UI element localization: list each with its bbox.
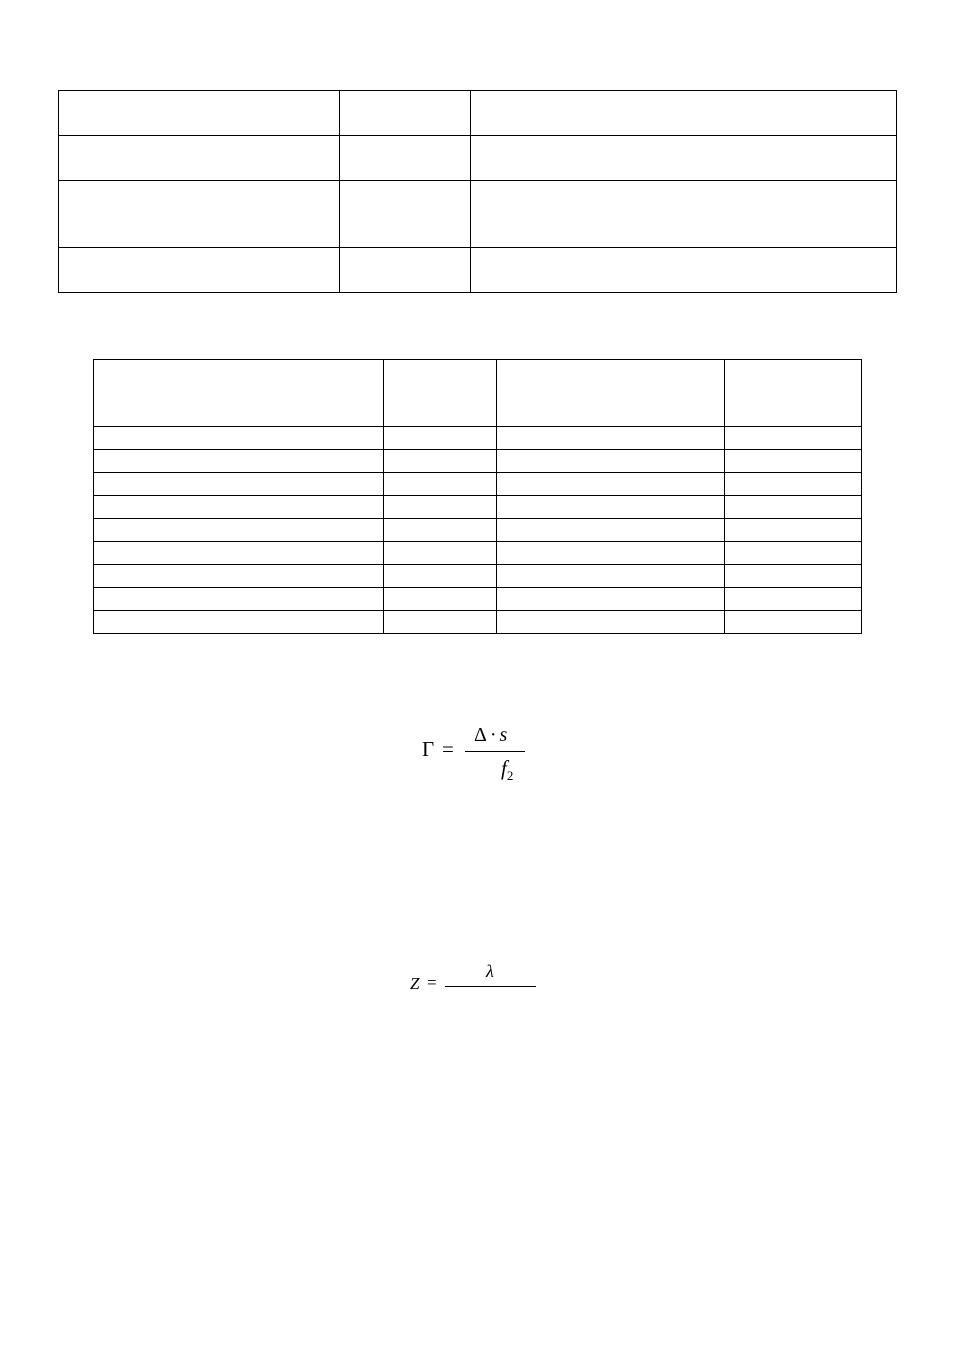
table-cell xyxy=(497,542,725,565)
z-formula xyxy=(410,960,540,1000)
table-cell xyxy=(59,248,340,293)
table-row xyxy=(94,427,862,450)
table-cell xyxy=(94,542,384,565)
table-row xyxy=(94,519,862,542)
table-cell xyxy=(471,248,897,293)
table-header-row xyxy=(94,360,862,427)
table-cell xyxy=(384,542,497,565)
table-cell xyxy=(94,611,384,634)
table-cell xyxy=(340,91,471,136)
table-cell xyxy=(94,519,384,542)
table-cell xyxy=(725,588,862,611)
variable-f: f xyxy=(501,756,507,780)
table-cell xyxy=(384,611,497,634)
table-row xyxy=(59,91,897,136)
table-cell xyxy=(59,136,340,181)
table-row xyxy=(59,248,897,293)
table-cell xyxy=(725,565,862,588)
table-cell xyxy=(340,248,471,293)
table-row xyxy=(59,181,897,248)
table-cell xyxy=(725,450,862,473)
table-cell xyxy=(384,496,497,519)
table-cell xyxy=(94,450,384,473)
table-cell xyxy=(497,611,725,634)
formula-numerator xyxy=(474,724,507,747)
table-cell xyxy=(384,450,497,473)
table-header-cell xyxy=(497,360,725,427)
formula-lhs: Γ xyxy=(422,737,435,761)
table-cell xyxy=(384,565,497,588)
table-cell xyxy=(471,136,897,181)
variable-s: s xyxy=(499,724,508,746)
table-row xyxy=(94,450,862,473)
measurements-table xyxy=(93,359,862,634)
table-cell xyxy=(384,588,497,611)
table-cell xyxy=(94,473,384,496)
table-cell xyxy=(384,427,497,450)
table-row xyxy=(94,473,862,496)
table-cell xyxy=(725,611,862,634)
table-cell xyxy=(497,565,725,588)
table-cell xyxy=(471,181,897,248)
table-cell xyxy=(94,427,384,450)
formula-equals-sign: = xyxy=(427,973,437,992)
table-cell xyxy=(59,91,340,136)
table-row xyxy=(59,136,897,181)
table-cell xyxy=(497,496,725,519)
table-header-cell xyxy=(94,360,384,427)
table-cell xyxy=(497,473,725,496)
table-cell xyxy=(384,473,497,496)
formula-lhs: Z xyxy=(410,974,420,993)
table-cell xyxy=(497,450,725,473)
table-row xyxy=(94,565,862,588)
delta-symbol: Δ xyxy=(474,724,487,746)
table-cell xyxy=(94,588,384,611)
table-cell xyxy=(725,427,862,450)
table-cell xyxy=(497,588,725,611)
table-cell xyxy=(725,496,862,519)
table-cell xyxy=(725,542,862,565)
table-cell xyxy=(59,181,340,248)
table-cell xyxy=(94,496,384,519)
table-cell xyxy=(725,473,862,496)
table-cell xyxy=(471,91,897,136)
table-row xyxy=(94,542,862,565)
dot-operator: · xyxy=(489,724,497,746)
parameters-table xyxy=(58,90,897,293)
formula-numerator: λ xyxy=(486,961,494,981)
fraction-bar xyxy=(445,986,536,987)
table-header-cell xyxy=(384,360,497,427)
table-cell xyxy=(384,519,497,542)
table-cell xyxy=(725,519,862,542)
table-cell xyxy=(497,427,725,450)
table-header-cell xyxy=(725,360,862,427)
table-cell xyxy=(340,136,471,181)
formula-equals-sign: = xyxy=(442,737,454,761)
fraction-bar xyxy=(465,751,525,752)
formula-denominator xyxy=(501,756,513,784)
table-cell xyxy=(94,565,384,588)
subscript: 2 xyxy=(506,768,514,784)
table-row xyxy=(94,496,862,519)
table-cell xyxy=(497,519,725,542)
gamma-formula xyxy=(422,722,532,786)
table-row xyxy=(94,588,862,611)
table-cell xyxy=(340,181,471,248)
table-row xyxy=(94,611,862,634)
